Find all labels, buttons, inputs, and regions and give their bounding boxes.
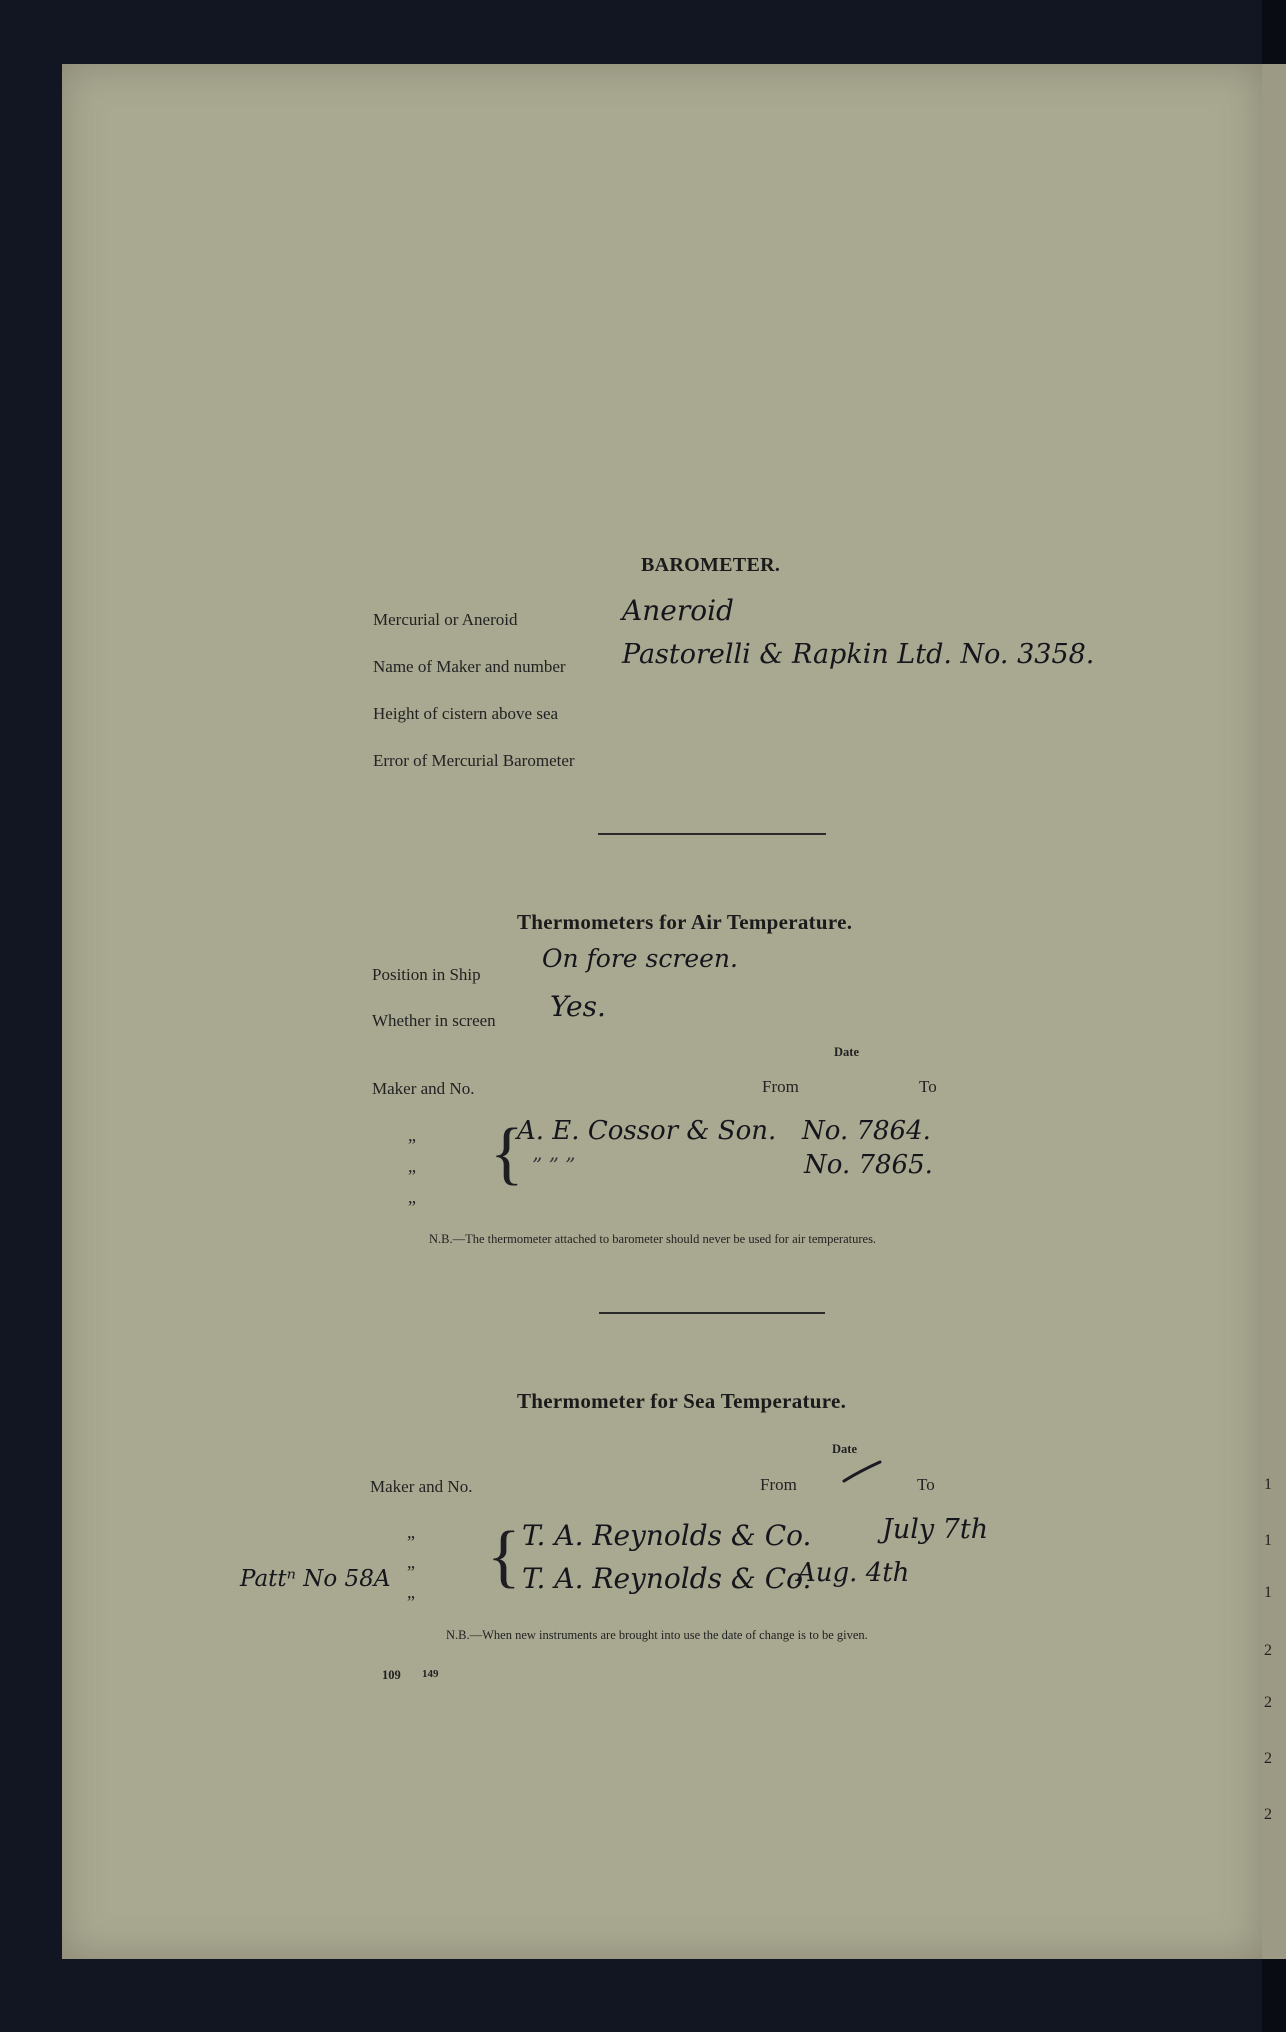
ditto-mark: „: [407, 1552, 415, 1572]
position-in-ship-label: Position in Ship: [372, 965, 481, 984]
edge-digit: 2: [1264, 1750, 1272, 1767]
pattern-number-note: Pattⁿ No 58A: [240, 1566, 391, 1592]
ditto-mark: „: [408, 1187, 416, 1207]
adjacent-page-strip: [1262, 64, 1286, 1959]
section-divider: [598, 833, 826, 835]
air-to-label: To: [919, 1077, 937, 1096]
sea-from-label: From: [760, 1475, 797, 1494]
sea-date-label: Date: [832, 1442, 857, 1456]
air-maker-1: A. E. Cossor & Son.: [517, 1116, 777, 1146]
edge-digit: 1: [1264, 1584, 1272, 1601]
brace: {: [487, 1518, 521, 1595]
sea-to-label: To: [917, 1475, 935, 1494]
brace: {: [490, 1115, 524, 1192]
whether-in-screen-label: Whether in screen: [372, 1011, 496, 1030]
air-from-label: From: [762, 1077, 799, 1096]
edge-digit: 1: [1264, 1476, 1272, 1493]
air-maker-label: Maker and No.: [372, 1079, 475, 1098]
sea-maker-label: Maker and No.: [370, 1477, 473, 1496]
air-number-1: No. 7864.: [802, 1116, 931, 1146]
edge-digit: 2: [1264, 1806, 1272, 1823]
barometer-heading: BAROMETER.: [641, 554, 781, 576]
sea-date-1: July 7th: [882, 1514, 989, 1545]
edge-digit: 1: [1264, 1532, 1272, 1549]
sea-maker-1: T. A. Reynolds & Co.: [522, 1519, 812, 1552]
sea-maker-2: T. A. Reynolds & Co.: [522, 1562, 812, 1595]
maker-number-value: Pastorelli & Rapkin Ltd. No. 3358.: [622, 639, 1095, 670]
whether-in-screen-value: Yes.: [550, 990, 606, 1023]
form-number: 109: [382, 1668, 401, 1682]
maker-number-label: Name of Maker and number: [373, 657, 566, 676]
cistern-height-label: Height of cistern above sea: [373, 704, 559, 723]
air-date-label: Date: [834, 1045, 859, 1059]
edge-digit: 2: [1264, 1694, 1272, 1711]
position-in-ship-value: On fore screen.: [542, 944, 738, 973]
air-number-2: No. 7865.: [804, 1150, 933, 1180]
sea-note: N.B.—When new instruments are brought into use the date of change is to be given.: [446, 1628, 868, 1642]
ditto-mark: „: [407, 1582, 415, 1602]
sea-date-2: Aug. 4th: [797, 1558, 910, 1588]
form-number-2: 149: [422, 1668, 439, 1680]
edge-digit: 2: [1264, 1642, 1272, 1659]
mercurial-value: Aneroid: [622, 594, 734, 627]
log-form-page: [62, 64, 1262, 1959]
ditto-mark: „: [407, 1522, 415, 1542]
ditto-mark: „: [408, 1156, 416, 1176]
section-divider: [599, 1312, 825, 1314]
air-thermometers-heading: Thermometers for Air Temperature.: [517, 910, 853, 934]
air-maker-2: ” ” ”: [532, 1153, 576, 1177]
mercurial-label: Mercurial or Aneroid: [373, 610, 518, 629]
air-note: N.B.—The thermometer attached to barometer should never be used for air temperatures.: [429, 1232, 877, 1246]
mercurial-error-label: Error of Mercurial Barometer: [373, 751, 575, 770]
ditto-mark: „: [408, 1125, 416, 1145]
date-slash-mark: [842, 1459, 884, 1485]
sea-thermometer-heading: Thermometer for Sea Temperature.: [517, 1389, 847, 1413]
